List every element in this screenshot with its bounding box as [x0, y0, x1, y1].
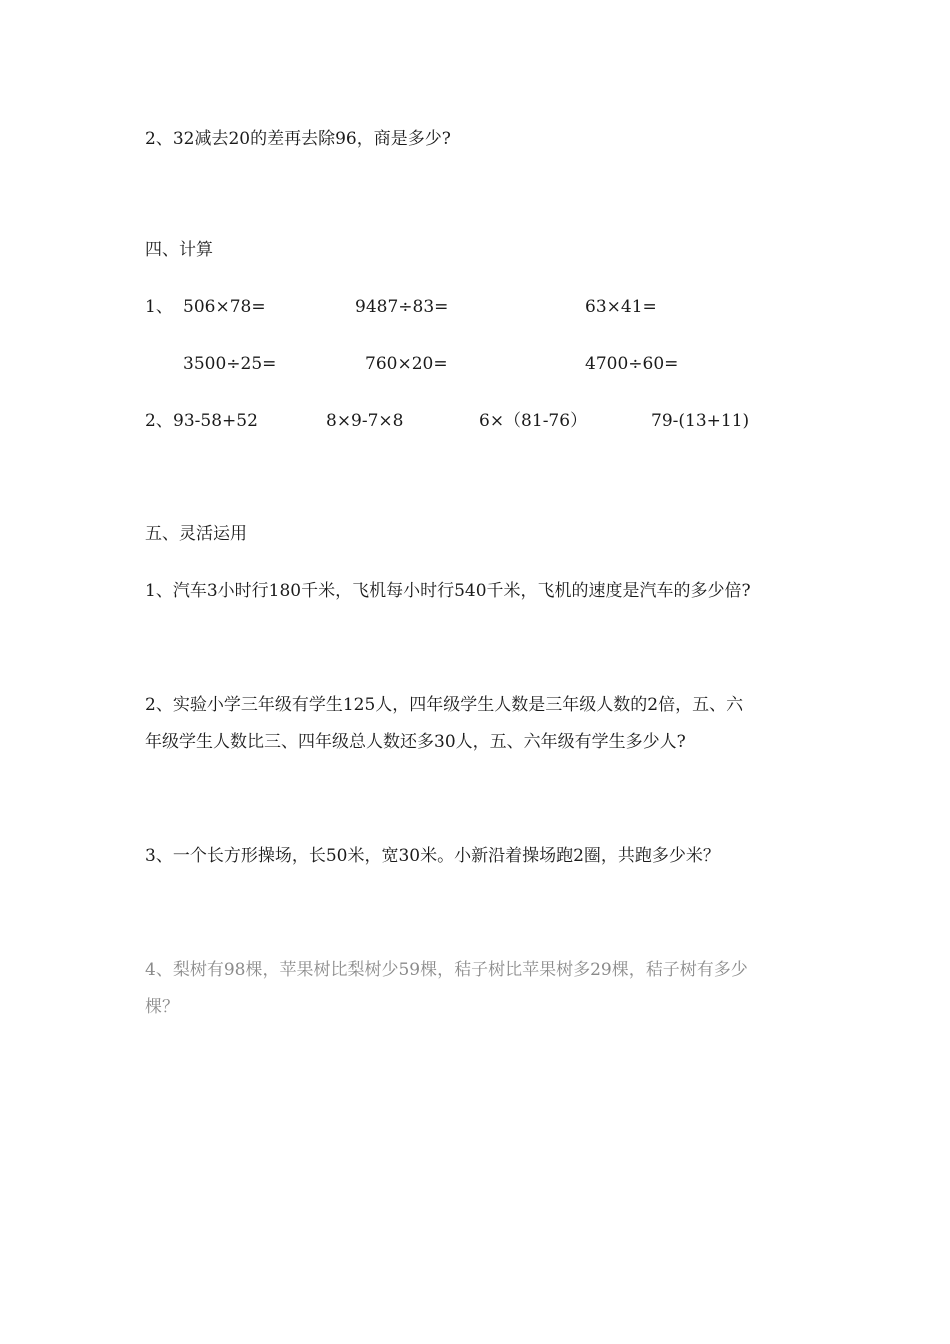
word-problem-2-line-2: 年级学生人数比三、四年级总人数还多30人，五、六年级有学生多少人? — [145, 732, 686, 752]
word-problem-4-line-1: 4、梨树有98棵，苹果树比梨树少59棵，秸子树比苹果树多29棵，秸子树有多少 — [145, 960, 748, 980]
word-problem-3: 3、一个长方形操场，长50米，宽30米。小新沿着操场跑2圈，共跑多少米？ — [145, 846, 720, 866]
calc-expression: 9487÷83= — [355, 297, 449, 317]
calc-expression: 79-(13+11) — [651, 411, 750, 431]
calc-expression: 4700÷60= — [585, 354, 679, 374]
calc-q1-label: 1、 — [145, 297, 173, 317]
calc-expression: 506×78= — [183, 297, 266, 317]
word-problem-4-line-2: 棵？ — [145, 997, 179, 1017]
calc-expression: 760×20= — [365, 354, 448, 374]
calc-expression: 63×41= — [585, 297, 657, 317]
section-5-heading: 五、灵活运用 — [145, 524, 247, 544]
calc-expression: 8×9-7×8 — [326, 411, 404, 431]
calc-expression: 3500÷25= — [183, 354, 277, 374]
section-4-heading: 四、计算 — [145, 240, 213, 260]
word-problem-1: 1、汽车3小时行180千米，飞机每小时行540千米，飞机的速度是汽车的多少倍? — [145, 581, 751, 601]
word-problem-2-line-1: 2、实验小学三年级有学生125人，四年级学生人数是三年级人数的2倍，五、六 — [145, 695, 744, 715]
calc-q2-label: 2、 — [145, 411, 173, 431]
question-3-2: 2、32减去20的差再去除96，商是多少? — [145, 129, 451, 149]
calc-expression: 93-58+52 — [173, 411, 258, 431]
calc-expression: 6×（81-76） — [479, 411, 588, 431]
